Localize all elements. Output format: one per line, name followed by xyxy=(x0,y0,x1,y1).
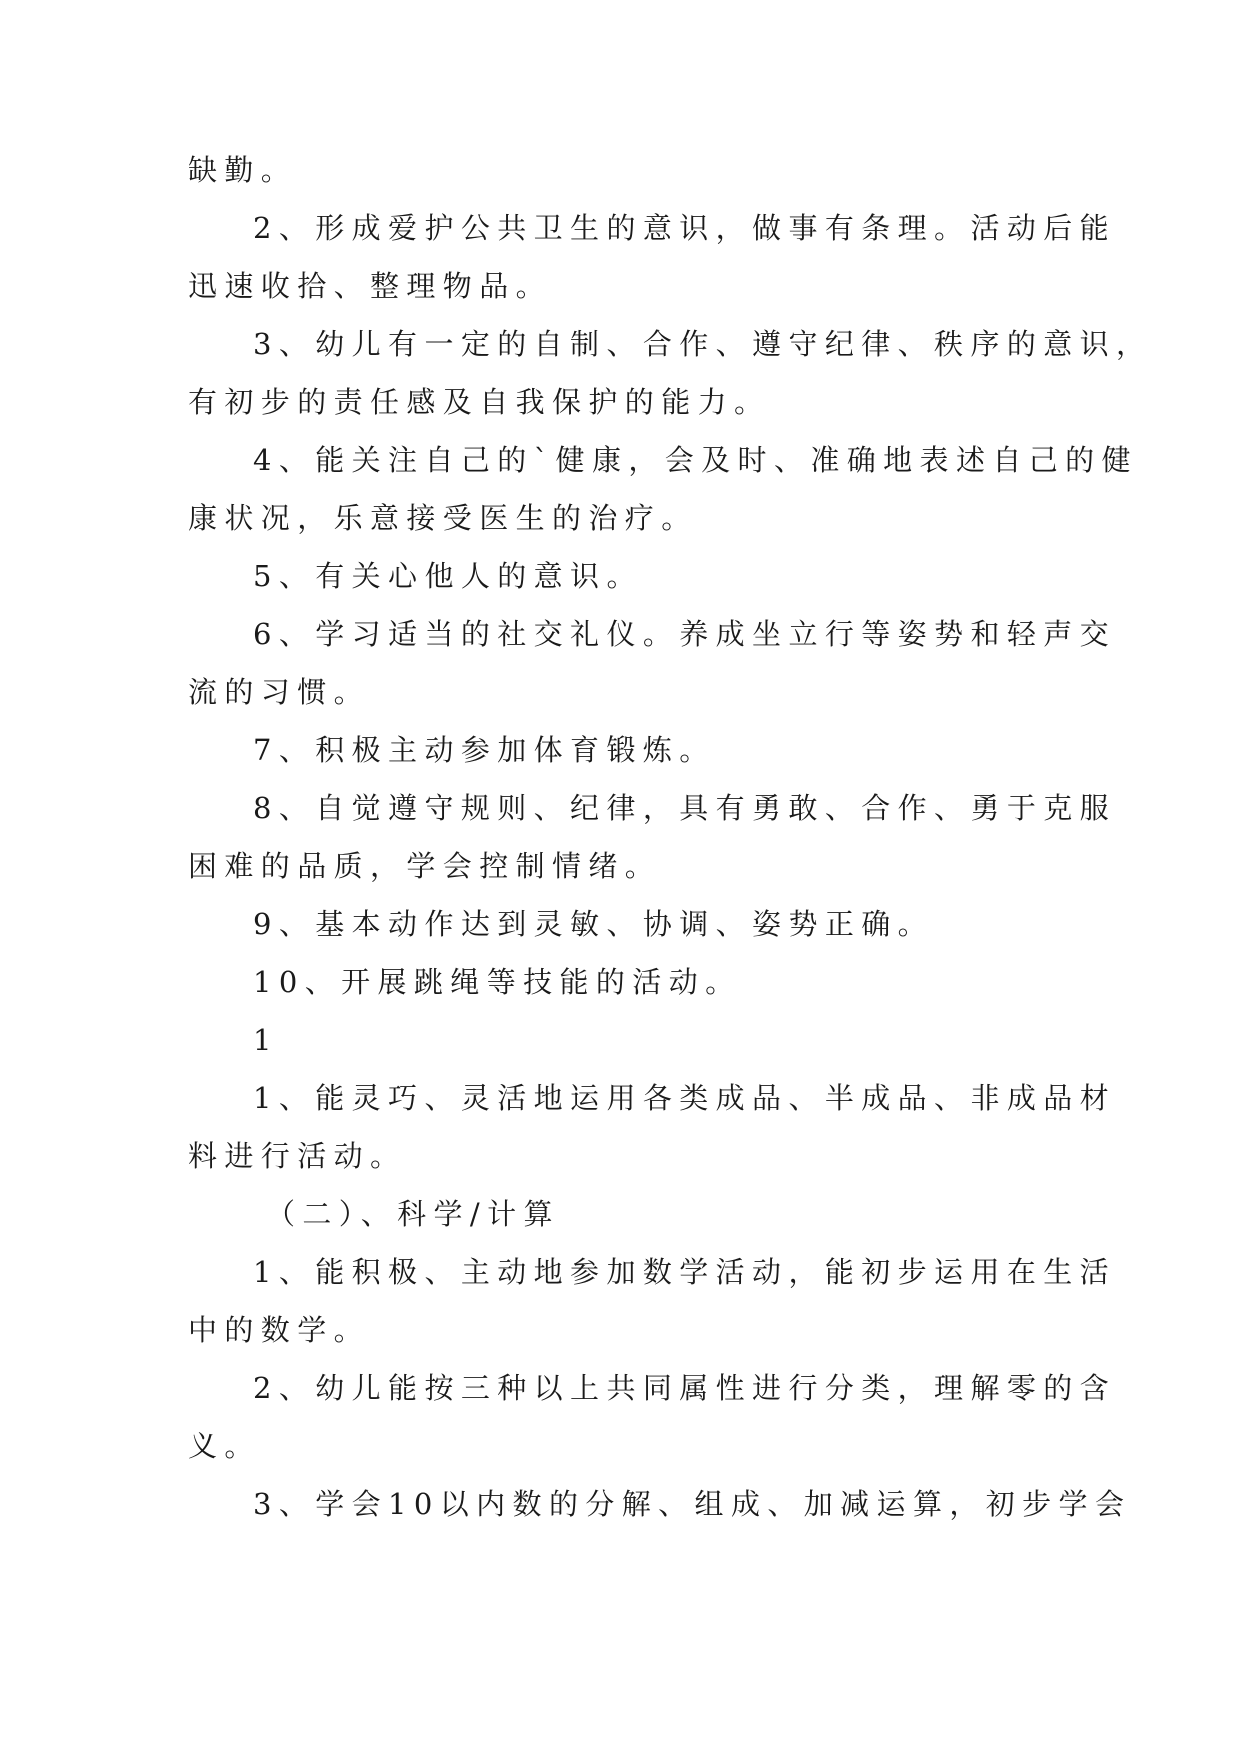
text-line: 2、形成爱护公共卫生的意识，做事有条理。活动后能 xyxy=(253,211,1117,245)
text-line: 9、基本动作达到灵敏、协调、姿势正确。 xyxy=(253,907,935,941)
text-line: 3、幼儿有一定的自制、合作、遵守纪律、秩序的意识， xyxy=(253,327,1153,361)
text-line: 3、学会10以内数的分解、组成、加减运算，初步学会 xyxy=(253,1487,1132,1521)
text-line: 5、有关心他人的意识。 xyxy=(253,559,643,593)
text-line: 2、幼儿能按三种以上共同属性进行分类，理解零的含 xyxy=(253,1371,1117,1405)
text-line: 1 xyxy=(253,1023,279,1057)
text-line: 中的数学。 xyxy=(188,1313,371,1347)
text-line: 义。 xyxy=(188,1429,261,1463)
text-line: 流的习惯。 xyxy=(188,675,371,709)
section-heading: （二）、科学/计算 xyxy=(266,1197,560,1231)
text-line: 料进行活动。 xyxy=(188,1139,407,1173)
text-line: 6、学习适当的社交礼仪。养成坐立行等姿势和轻声交 xyxy=(253,617,1117,651)
text-line: 1、能积极、主动地参加数学活动，能初步运用在生活 xyxy=(253,1255,1117,1289)
text-line: 7、积极主动参加体育锻炼。 xyxy=(253,733,716,767)
text-line: 迅速收拾、整理物品。 xyxy=(188,269,553,303)
text-line: 缺勤。 xyxy=(188,153,298,187)
text-line: 困难的品质，学会控制情绪。 xyxy=(188,849,662,883)
text-line: 10、开展跳绳等技能的活动。 xyxy=(253,965,742,999)
text-line: 康状况，乐意接受医生的治疗。 xyxy=(188,501,698,535)
text-line: 有初步的责任感及自我保护的能力。 xyxy=(188,385,771,419)
text-line: 1、能灵巧、灵活地运用各类成品、半成品、非成品材 xyxy=(253,1081,1117,1115)
text-line: 4、能关注自己的`健康，会及时、准确地表述自己的健 xyxy=(253,443,1138,477)
text-line: 8、自觉遵守规则、纪律，具有勇敢、合作、勇于克服 xyxy=(253,791,1117,825)
